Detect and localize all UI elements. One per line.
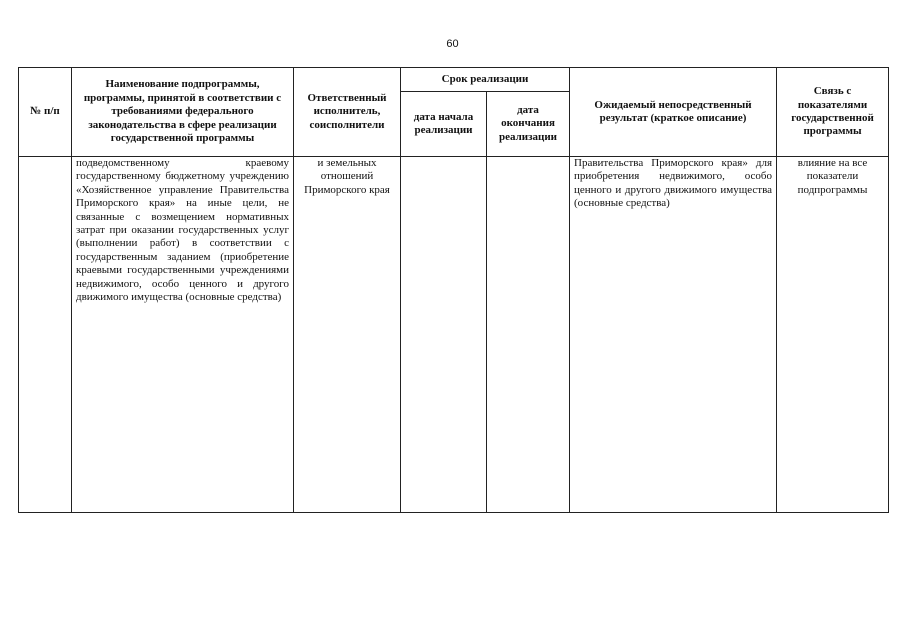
- cell-result: Правительства Приморского края» для приобретения недвижимого, особо ценного и другого движимого имущества (основные средства): [570, 157, 777, 513]
- header-result: Ожидаемый непосредственный результат (краткое описание): [570, 68, 777, 157]
- table-row: [19, 157, 889, 513]
- cell-num: [19, 157, 72, 513]
- cell-start-date: [401, 157, 487, 513]
- header-period: Срок реализации: [401, 68, 570, 92]
- header-executor: Ответственный исполнитель, соисполнители: [294, 68, 401, 157]
- header-end-date: дата окончания реализации: [487, 92, 570, 157]
- header-name: Наименование подпрограммы, программы, принятой в соответствии с требованиями федерального законодательства в сфере реализации государственной программы: [72, 68, 294, 157]
- program-table: [18, 67, 889, 513]
- cell-executor: и земельных отношений Приморского края: [294, 157, 401, 513]
- header-start-date: дата начала реализации: [401, 92, 487, 157]
- cell-name: подведомственному краевому государственному бюджетному учреждению «Хозяйственное управление Правительства Приморского края» на иные цели, не связанные с возмещением нормативных затрат при оказании государственных услуг (выполнении работ) в соответствии с государственным заданием (приобретение краевыми государственными учреждениями недвижимого, особо ценного и другого движимого имущества (основные средства): [72, 157, 294, 513]
- header-num: № п/п: [19, 68, 72, 157]
- table-header-row: [19, 68, 889, 92]
- header-link: Связь с показателями государственной программы: [777, 68, 889, 157]
- page-number: 60: [446, 38, 459, 50]
- cell-end-date: [487, 157, 570, 513]
- cell-link: влияние на все показатели подпрограммы: [777, 157, 889, 513]
